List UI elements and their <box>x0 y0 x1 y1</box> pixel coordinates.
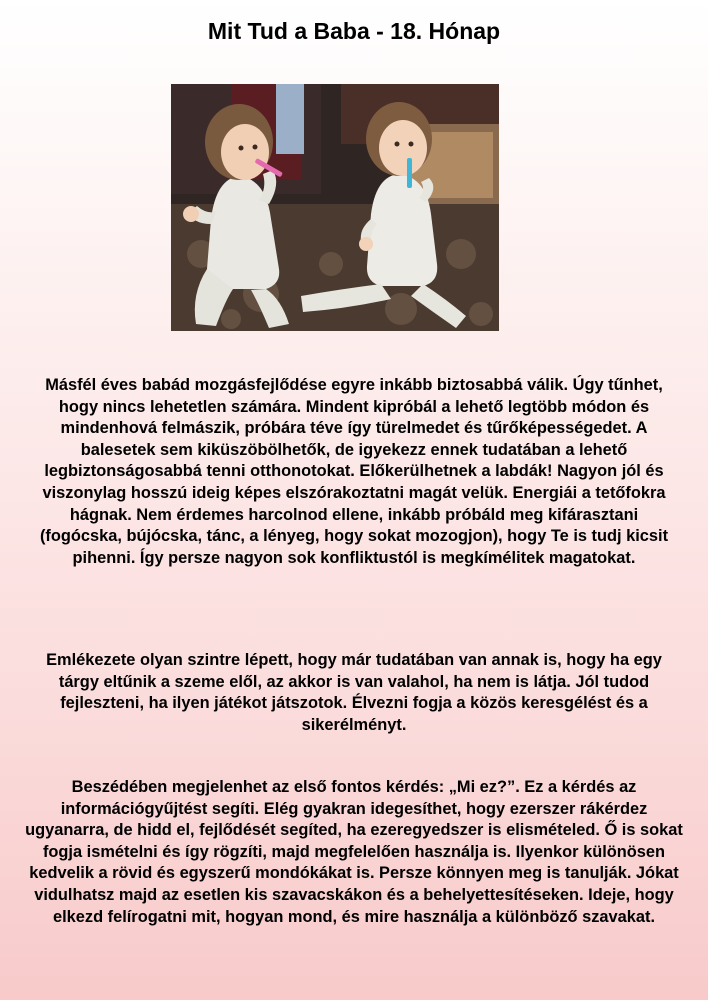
toddlers-photo <box>171 84 499 331</box>
paragraph-speech: Beszédében megjelenhet az első fontos kérdés: „Mi ez?”. Ez a kérdés az információgyűjtést segíti. Elég gyakran idegesíthet, hogy ezerszer rákérdez ugyanarra, de hidd el, fejlődését segíted, ha ezeregyedszer is elismételed. Ő is sokat fogja ismételni és így rögzíti, majd megfelelően használja is. Ilyenkor különösen kedvelik a rövid és egyszerű mondókákat is. Persze könnyen meg is tanulják. Jókat vidulhatsz majd az esetlen kis szavacskákon és a behelyettesítéseken. Ideje, hogy elkezd felírogatni mit, hogyan mond, és mire használja a különböző szavakat. <box>25 778 683 926</box>
paragraph-memory: Emlékezete olyan szintre lépett, hogy már tudatában van annak is, hogy ha egy tárgy eltűnik a szeme elől, az akkor is van valahol, ha nem is látja. Jól tudod fejleszteni, ha ilyen játékot játszotok. Élvezni fogja a közös keresgélést és a sikerélményt. <box>46 651 662 734</box>
paragraph-motor-development: Másfél éves babád mozgásfejlődése egyre inkább biztosabbá válik. Úgy tűnhet, hogy nincs lehetetlen számára. Mindent kipróbál a lehető legtöbb módon és mindenhová felmászik, próbára téve így türelmedet és tűrőképességedet. A balesetek sem kiküszöbölhetők, de igyekezz ennek tudatában a lehető legbiztonságosabbá tenni otthonotokat. Előkerülhetnek a labdák! Nagyon jól és viszonylag hosszú ideig képes elszórakoztatni magát velük. Energiái a tetőfokra hágnak. Nem érdemes harcolnod ellene, inkább próbáld meg kifárasztani (fogócska, bújócska, tánc, a lényeg, hogy sokat mozogjon), hogy Te is tudj kicsit pihenni. Így persze nagyon sok konfliktustól is megkímélitek magatokat. <box>39 376 669 567</box>
page-title: Mit Tud a Baba - 18. Hónap <box>207 18 501 44</box>
